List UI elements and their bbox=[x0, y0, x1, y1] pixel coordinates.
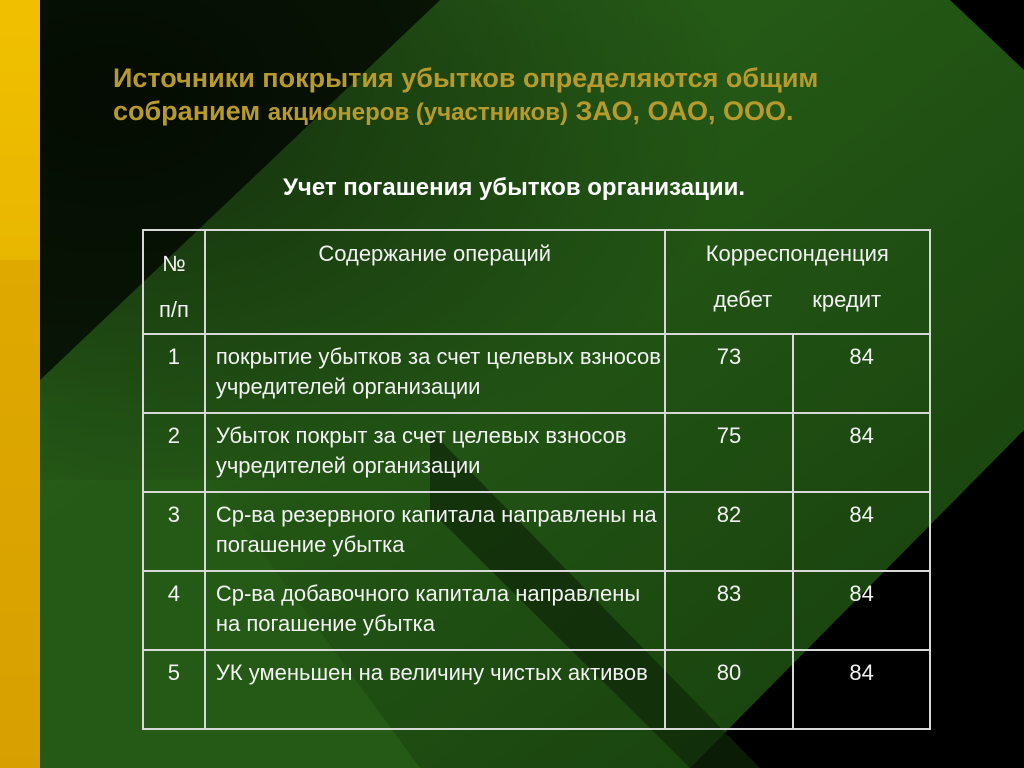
yellow-accent-bar-shade bbox=[0, 260, 40, 768]
table-row bbox=[143, 492, 930, 571]
row-num: 2 bbox=[143, 413, 205, 492]
row-credit: 84 bbox=[793, 650, 930, 729]
header-credit: кредит bbox=[812, 287, 882, 312]
row-debit: 75 bbox=[665, 413, 794, 492]
row-num: 3 bbox=[143, 492, 205, 571]
row-credit: 84 bbox=[793, 413, 930, 492]
row-debit: 82 bbox=[665, 492, 794, 571]
title-line2-a: собранием bbox=[113, 96, 261, 126]
table-header-row bbox=[143, 230, 930, 334]
header-correspondence-cell bbox=[665, 230, 930, 334]
table-row bbox=[143, 571, 930, 650]
title-line2-b: акционеров (участников) bbox=[267, 99, 568, 126]
row-debit: 73 bbox=[665, 334, 794, 413]
header-debit-credit bbox=[666, 285, 929, 315]
header-debit: дебет bbox=[713, 287, 773, 312]
operations-table bbox=[142, 229, 931, 730]
row-description: Убыток покрыт за счет целевых взносов учредителей организации bbox=[205, 413, 665, 492]
header-num-symbol: № bbox=[162, 251, 186, 276]
header-description: Содержание операций bbox=[205, 230, 665, 334]
row-num: 1 bbox=[143, 334, 205, 413]
header-num-cell bbox=[143, 230, 205, 334]
row-debit: 83 bbox=[665, 571, 794, 650]
slide-title bbox=[113, 62, 993, 129]
row-num: 5 bbox=[143, 650, 205, 729]
header-num-pp: п/п bbox=[158, 297, 189, 322]
title-line1: Источники покрытия убытков определяются общим bbox=[113, 63, 819, 93]
row-num: 4 bbox=[143, 571, 205, 650]
row-credit: 84 bbox=[793, 334, 930, 413]
table-row bbox=[143, 413, 930, 492]
table-row bbox=[143, 334, 930, 413]
row-credit: 84 bbox=[793, 571, 930, 650]
row-description: Ср-ва резервного капитала направлены на погашение убытка bbox=[205, 492, 665, 571]
row-description: покрытие убытков за счет целевых взносов учредителей организации bbox=[205, 334, 665, 413]
row-description: Ср-ва добавочного капитала направлены на погашение убытка bbox=[205, 571, 665, 650]
header-correspondence: Корреспонденция bbox=[705, 241, 889, 266]
row-debit: 80 bbox=[665, 650, 794, 729]
row-description: УК уменьшен на величину чистых активов bbox=[205, 650, 665, 729]
subtitle-text: Учет погашения убытков организации. bbox=[282, 174, 746, 201]
slide-subtitle bbox=[0, 174, 1024, 202]
title-line2-c: ЗАО, ОАО, ООО. bbox=[575, 96, 794, 126]
table-row bbox=[143, 650, 930, 729]
row-credit: 84 bbox=[793, 492, 930, 571]
